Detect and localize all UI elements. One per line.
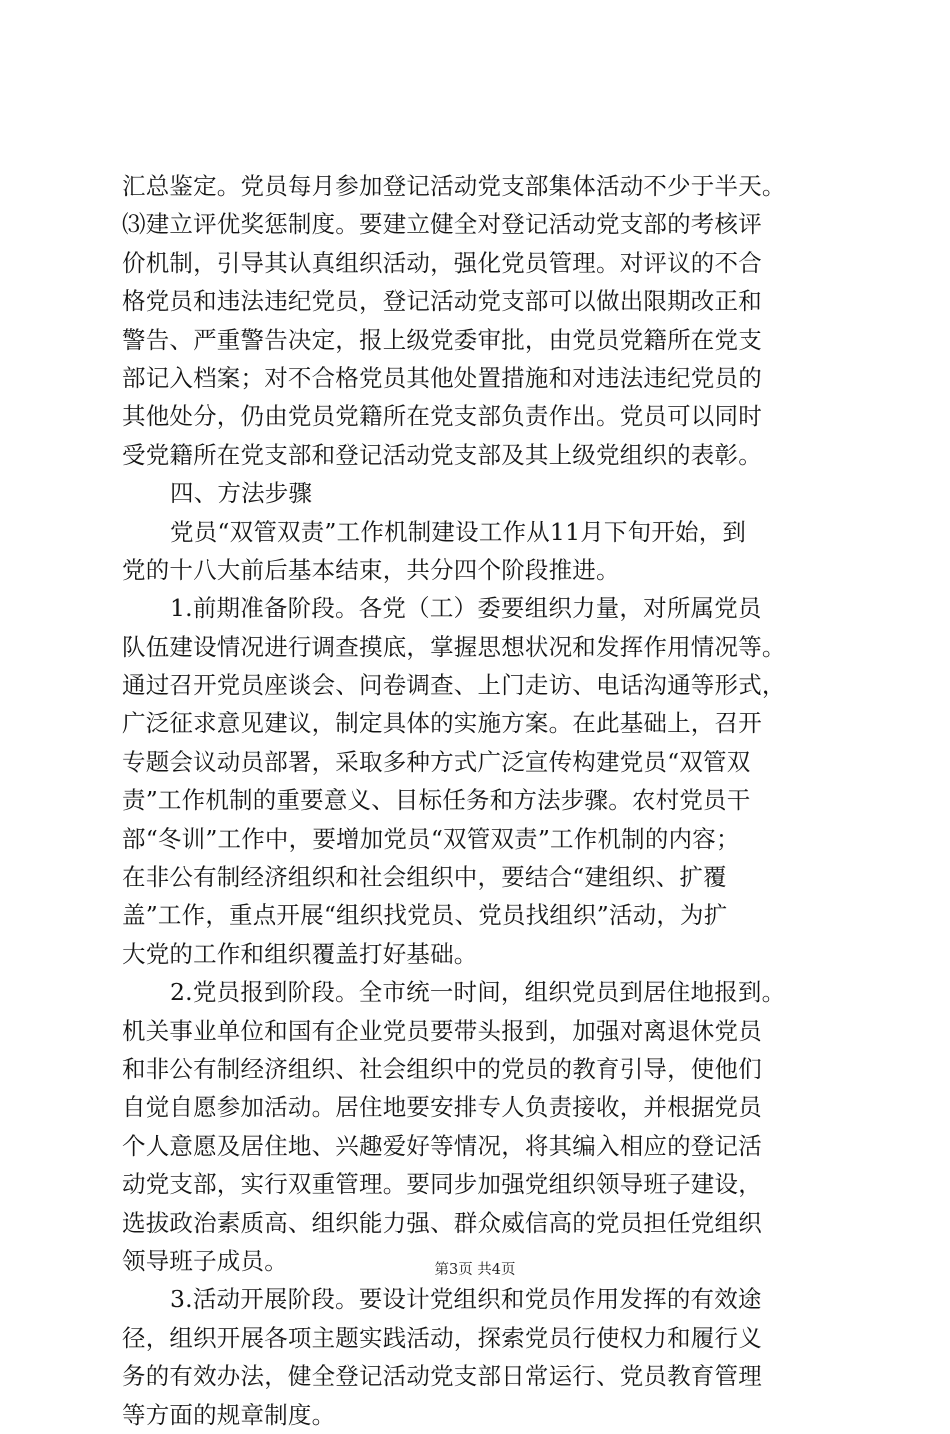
text-line: 盖”工作，重点开展“组织找党员、党员找组织”活动，为扩	[122, 901, 728, 930]
text-line: 和非公有制经济组织、社会组织中的党员的教育引导，使他们	[122, 1054, 762, 1083]
text-line: 通过召开党员座谈会、问卷调查、上门走访、电话沟通等形式，	[122, 671, 786, 700]
text-line: 3.活动开展阶段。要设计党组织和党员作用发挥的有效途	[170, 1285, 762, 1314]
text-line: 价机制，引导其认真组织活动，强化党员管理。对评议的不合	[122, 248, 762, 277]
text-line: 部“冬训”工作中，要增加党员“双管双责”工作机制的内容；	[122, 824, 740, 853]
text-line: 受党籍所在党支部和登记活动党支部及其上级党组织的表彰。	[122, 440, 762, 469]
text-line: 格党员和违法违纪党员，登记活动党支部可以做出限期改正和	[122, 287, 762, 316]
text-line: 2.党员报到阶段。全市统一时间，组织党员到居住地报到。	[170, 978, 786, 1007]
text-line: 1.前期准备阶段。各党（工）委要组织力量，对所属党员	[170, 594, 762, 623]
section-heading: 四、方法步骤	[170, 479, 313, 508]
text-line: 等方面的规章制度。	[122, 1400, 336, 1429]
text-line: 个人意愿及居住地、兴趣爱好等情况，将其编入相应的登记活	[122, 1131, 762, 1160]
document-body	[122, 167, 834, 1434]
text-line: 队伍建设情况进行调查摸底，掌握思想状况和发挥作用情况等。	[122, 632, 786, 661]
text-line: 其他处分，仍由党员党籍所在党支部负责作出。党员可以同时	[122, 402, 762, 431]
text-line: 自觉自愿参加活动。居住地要安排专人负责接收，并根据党员	[122, 1093, 762, 1122]
text-line: 专题会议动员部署，采取多种方式广泛宣传构建党员“双管双	[122, 747, 751, 776]
text-line: 在非公有制经济组织和社会组织中，要结合“建组织、扩覆	[122, 863, 727, 892]
page-footer: 第3页 共4页	[434, 1262, 516, 1278]
text-line: 机关事业单位和国有企业党员要带头报到，加强对离退休党员	[122, 1016, 762, 1045]
text-line: 动党支部，实行双重管理。要同步加强党组织领导班子建设，	[122, 1170, 762, 1199]
text-line: 广泛征求意见建议，制定具体的实施方案。在此基础上，召开	[122, 709, 762, 738]
text-line: 党的十八大前后基本结束，共分四个阶段推进。	[122, 555, 620, 584]
text-line: ⑶建立评优奖惩制度。要建立健全对登记活动党支部的考核评	[122, 210, 762, 239]
text-line: 务的有效办法，健全登记活动党支部日常运行、党员教育管理	[122, 1362, 762, 1391]
text-line: 责”工作机制的重要意义、目标任务和方法步骤。农村党员干	[122, 786, 751, 815]
text-line: 警告、严重警告决定，报上级党委审批，由党员党籍所在党支	[122, 325, 762, 354]
text-line: 党员“双管双责”工作机制建设工作从11月下旬开始，到	[170, 517, 747, 546]
text-line: 汇总鉴定。党员每月参加登记活动党支部集体活动不少于半天。	[122, 172, 786, 200]
text-line: 选拔政治素质高、组织能力强、群众威信高的党员担任党组织	[122, 1208, 762, 1237]
text-line: 径，组织开展各项主题实践活动，探索党员行使权力和履行义	[122, 1323, 762, 1352]
text-line: 领导班子成员。	[122, 1246, 288, 1275]
text-line: 大党的工作和组织覆盖打好基础。	[122, 939, 478, 968]
text-line: 部记入档案；对不合格党员其他处置措施和对违法违纪党员的	[122, 363, 762, 392]
